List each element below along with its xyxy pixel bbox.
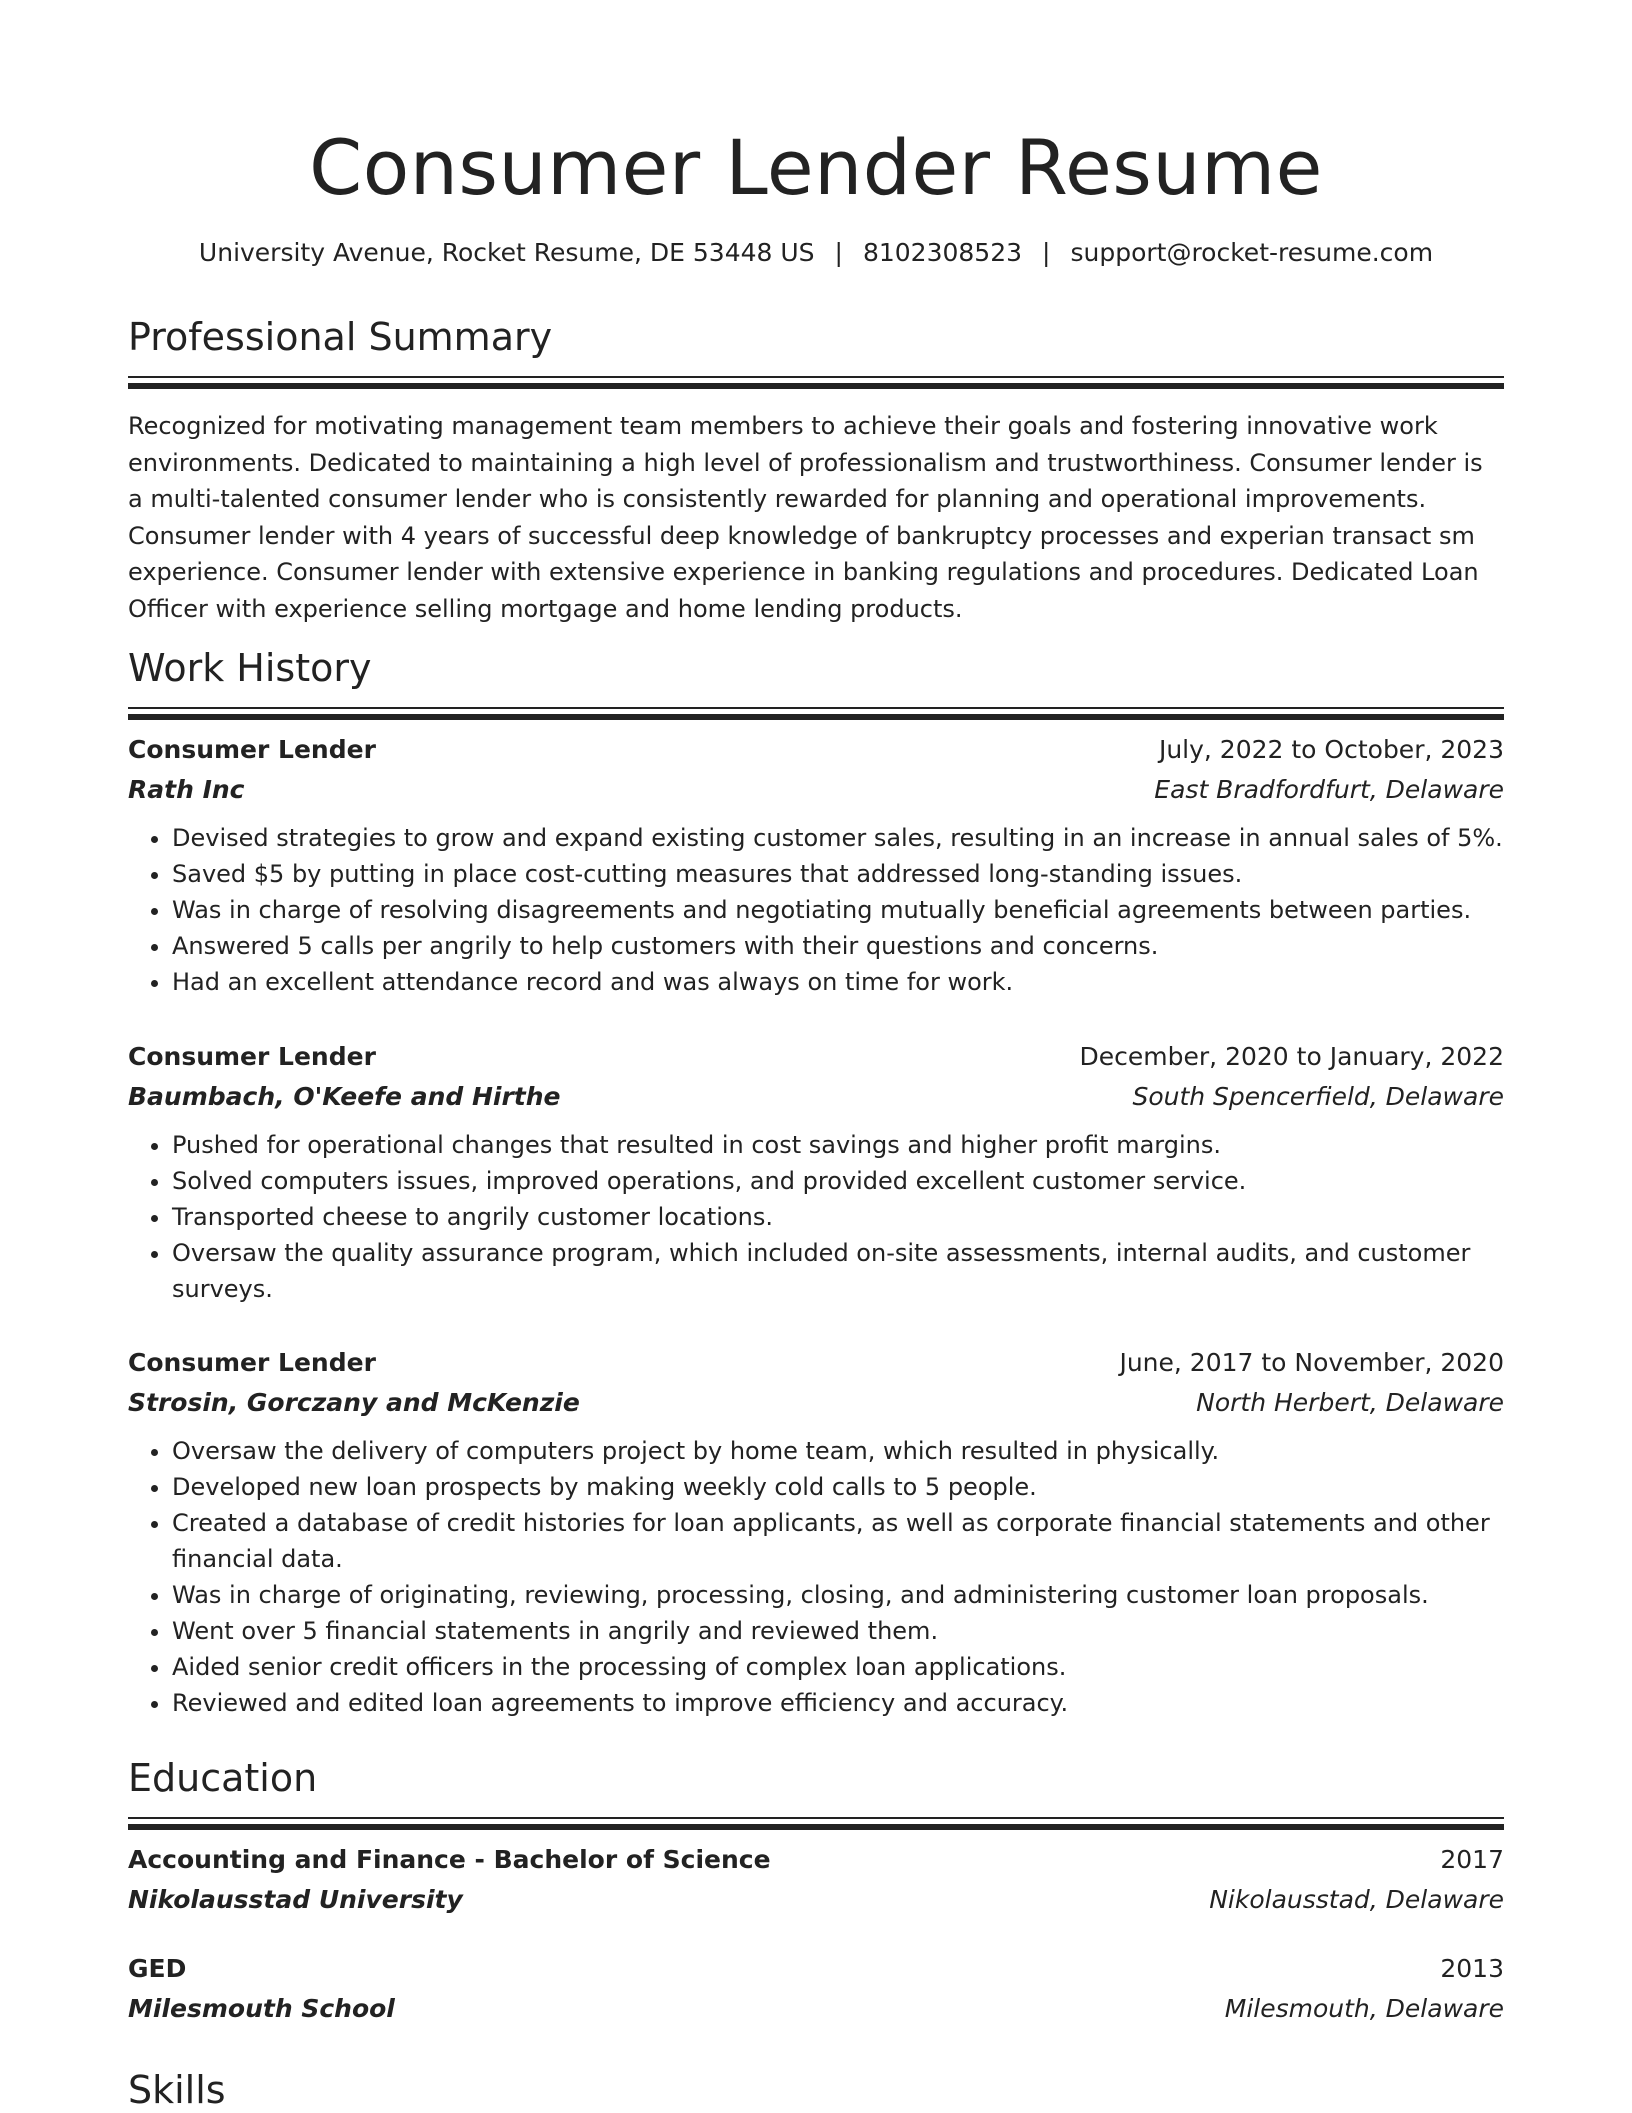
job-entry bbox=[128, 730, 1504, 1000]
education-header bbox=[128, 1949, 1504, 1989]
job-company: Strosin, Gorczany and McKenzie bbox=[128, 1388, 580, 1417]
job-bullet: • Devised strategies to grow and expand existing customer sales, resulting in an increase in annual sales of 5%. bbox=[172, 820, 1504, 856]
job-header bbox=[128, 1343, 1504, 1383]
job-dates: July, 2022 to October, 2023 bbox=[1158, 735, 1504, 764]
education-location: Nikolausstad, Delaware bbox=[1209, 1885, 1504, 1914]
work-history-section bbox=[128, 645, 1504, 709]
job-role: Consumer Lender bbox=[128, 1348, 376, 1377]
job-bullet: • Solved computers issues, improved operations, and provided excellent customer service. bbox=[172, 1163, 1504, 1199]
job-bullet: • Had an excellent attendance record and was always on time for work. bbox=[172, 964, 1504, 1000]
education-school: Milesmouth School bbox=[128, 1994, 395, 2023]
job-bullet: • Was in charge of resolving disagreements and negotiating mutually beneficial agreements between parties. bbox=[172, 892, 1504, 928]
contact-line bbox=[128, 236, 1504, 270]
education-year: 2013 bbox=[1440, 1954, 1504, 1983]
job-location: North Herbert, Delaware bbox=[1196, 1388, 1504, 1417]
job-dates: December, 2020 to January, 2022 bbox=[1079, 1042, 1504, 1071]
job-bullet: • Created a database of credit histories for loan applicants, as well as corporate financial statements and other financial data. bbox=[172, 1505, 1504, 1577]
resume-page bbox=[128, 0, 1504, 2112]
education-location: Milesmouth, Delaware bbox=[1224, 1994, 1504, 2023]
education-section bbox=[128, 1755, 1504, 1819]
job-company: Rath Inc bbox=[128, 775, 245, 804]
job-subheader bbox=[128, 1077, 1504, 1117]
section-divider bbox=[128, 1817, 1504, 1819]
contact-separator: | bbox=[1042, 238, 1051, 267]
education-heading: Education bbox=[128, 1756, 318, 1800]
resume-title: Consumer Lender Resume bbox=[309, 123, 1323, 212]
education-header bbox=[128, 1840, 1504, 1880]
job-bullet: • Pushed for operational changes that resulted in cost savings and higher profit margins. bbox=[172, 1127, 1504, 1163]
job-bullet: • Transported cheese to angrily customer locations. bbox=[172, 1199, 1504, 1235]
job-header bbox=[128, 730, 1504, 770]
education-degree: Accounting and Finance - Bachelor of Science bbox=[128, 1845, 771, 1874]
job-dates: June, 2017 to November, 2020 bbox=[1119, 1348, 1504, 1377]
job-bullet: • Aided senior credit officers in the processing of complex loan applications. bbox=[172, 1649, 1504, 1685]
education-entry bbox=[128, 1840, 1504, 1920]
contact-email[interactable]: support@rocket-resume.com bbox=[1070, 238, 1434, 267]
section-divider bbox=[128, 707, 1504, 709]
job-company: Baumbach, O'Keefe and Hirthe bbox=[128, 1082, 561, 1111]
summary-section bbox=[128, 314, 1504, 627]
education-subheader bbox=[128, 1989, 1504, 2029]
education-school: Nikolausstad University bbox=[128, 1885, 463, 1914]
education-subheader bbox=[128, 1880, 1504, 1920]
education-entry bbox=[128, 1949, 1504, 2029]
education-degree: GED bbox=[128, 1954, 187, 1983]
skills-section bbox=[128, 2067, 1504, 2113]
job-role: Consumer Lender bbox=[128, 735, 376, 764]
job-bullet: • Answered 5 calls per angrily to help customers with their questions and concerns. bbox=[172, 928, 1504, 964]
job-entry bbox=[128, 1343, 1504, 1721]
job-subheader bbox=[128, 770, 1504, 810]
job-bullet: • Saved $5 by putting in place cost-cutting measures that addressed long-standing issues. bbox=[172, 856, 1504, 892]
job-bullets bbox=[128, 820, 1504, 1000]
education-year: 2017 bbox=[1440, 1845, 1504, 1874]
job-entry bbox=[128, 1037, 1504, 1307]
job-bullet: • Oversaw the delivery of computers project by home team, which resulted in physically. bbox=[172, 1433, 1504, 1469]
job-bullet: • Was in charge of originating, reviewing, processing, closing, and administering customer loan proposals. bbox=[172, 1577, 1504, 1613]
job-role: Consumer Lender bbox=[128, 1042, 376, 1071]
section-divider bbox=[128, 376, 1504, 378]
summary-heading: Professional Summary bbox=[128, 315, 553, 359]
job-location: South Spencerfield, Delaware bbox=[1132, 1082, 1504, 1111]
job-header bbox=[128, 1037, 1504, 1077]
job-location: East Bradfordfurt, Delaware bbox=[1154, 775, 1504, 804]
job-bullets bbox=[128, 1433, 1504, 1721]
job-bullet: • Went over 5 financial statements in angrily and reviewed them. bbox=[172, 1613, 1504, 1649]
contact-separator: | bbox=[834, 238, 843, 267]
work-history-heading: Work History bbox=[128, 646, 372, 690]
skills-heading: Skills bbox=[128, 2068, 226, 2112]
job-subheader bbox=[128, 1383, 1504, 1423]
contact-phone: 8102308523 bbox=[862, 238, 1023, 267]
summary-text: Recognized for motivating management team members to achieve their goals and fostering innovative work environments. Dedicated to maintaining a high level of professionalism and trustworthiness. Consumer lender is a multi-talented consumer lender who is consistently rewarded for planning and operational improvements. Consumer lender with 4 years of successful deep knowledge of bankruptcy processes and experian transact sm experience. Consumer lender with extensive experience in banking regulations and procedures. Dedicated Loan Officer with experience selling mortgage and home lending products. bbox=[128, 412, 1483, 623]
contact-address: University Avenue, Rocket Resume, DE 53448 US bbox=[198, 238, 815, 267]
job-bullet: • Developed new loan prospects by making weekly cold calls to 5 people. bbox=[172, 1469, 1504, 1505]
job-bullets bbox=[128, 1127, 1504, 1307]
job-bullet: • Reviewed and edited loan agreements to improve efficiency and accuracy. bbox=[172, 1685, 1504, 1721]
job-bullet: • Oversaw the quality assurance program, which included on-site assessments, internal audits, and customer surveys. bbox=[172, 1235, 1504, 1307]
